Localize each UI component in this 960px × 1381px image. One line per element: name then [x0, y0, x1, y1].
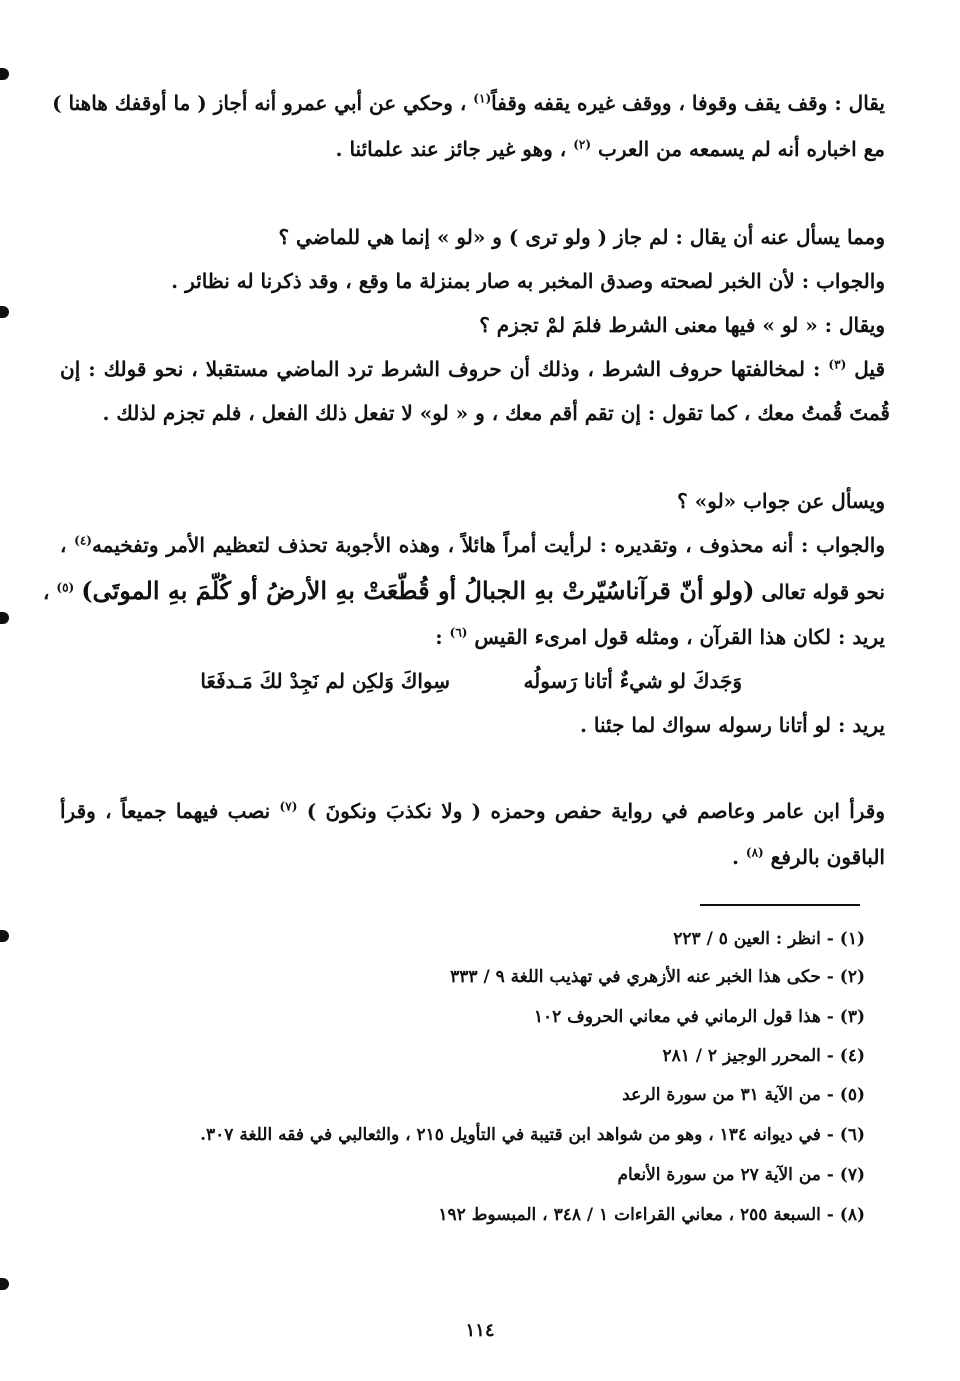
text-line: قُمتَ قُمتُ معك ، كما تقول : إن تقم أقم معك ، و « لو» لا تفعل ذلك الفعل ، فلم تجزم لذلك . — [102, 401, 890, 425]
poem-hemistich-right: وَجَدكَ لو شيءٌ أتانا رَسولُه — [523, 669, 742, 693]
text-line: يريد : لو أتانا رسوله سواك لما جئنا . — [580, 713, 885, 737]
margin-mark — [0, 306, 9, 318]
footnote-ref: (٤) — [74, 533, 92, 548]
text-line: قيل $^{(٣)}$ : لمخالفتها حروف الشرط ، وذلك أن حروف الشرط ترد الماضي مستقبلا ، نحو قولك : إن — [60, 357, 886, 381]
footnote: (٤) - المحرر الوجيز ٢ / ٢٨١ — [662, 1046, 865, 1066]
margin-mark — [0, 68, 9, 80]
text-line: والجواب : أنه محذوف ، وتقديره : لرأيت أمراً هائلاً ، وهذه الأجوبة تحذف لتعظيم الأمر وتفخيمه$^{(٤)}$ ، — [60, 533, 885, 557]
footnote-ref: (٦) — [449, 625, 468, 640]
text-line: الباقون بالرفع $^{(٨)}$ . — [731, 845, 885, 869]
footnote: (٨) - السبعة ٢٥٥ ، معاني القراءات ١ / ٣٤٨ ، المبسوط ١٩٢ — [438, 1205, 865, 1225]
text-line: والجواب : لأن الخبر لصحته وصدق المخبر به صار بمنزلة ما وقع ، وقد ذكرنا له نظائر . — [171, 269, 885, 293]
margin-mark — [0, 1278, 9, 1290]
quran-verse: (ولو أنّ قرآناسُيّرتْ بهِ الجبالُ أو قُطّعَتْ بهِ الأرضُ أو كُلّمَ بهِ الموتَى) — [81, 576, 755, 605]
poem-hemistich-left: سِواكَ وَلكِن لم نَجِدْ لكَ مَـدفَعَا — [200, 669, 450, 693]
footnote-ref: (٨) — [745, 845, 764, 860]
text-line: وقرأ ابن عامر وعاصم في رواية حفص وحمزه ( ولا نكذبَ ونكونَ ) $^{(٧)}$ نصب فيهما جميعاً ، وقرأ — [60, 799, 885, 823]
page-number: ١١٤ — [465, 1320, 495, 1341]
footnote-ref: (٧) — [279, 799, 298, 814]
footnote-ref: (٢) — [573, 137, 592, 152]
footnote: (٢) - حكى هذا الخبر عنه الأزهري في تهذيب اللغة ٩ / ٣٣٣ — [450, 967, 865, 987]
margin-mark — [0, 930, 9, 942]
text-line: ويسأل عن جواب «لو» ؟ — [677, 489, 885, 513]
footnote: (١) - انظر : العين ٥ / ٢٢٣ — [673, 929, 865, 949]
footnote-ref: (١) — [473, 91, 492, 106]
text-line: يقال : وقف يقف وقوفا ، ووقف غيره يقفه وقفاً$^{(١)}$ ، وحكي عن أبي عمرو أنه أجاز ( ما أوقفك هاهنا ) — [52, 91, 885, 115]
text-line: ويقال : « لو » فيها معنى الشرط فلمَ لمْ تجزم ؟ — [479, 313, 885, 337]
text-line: ومما يسأل عنه أن يقال : لم جاز ( ولو ترى ) و «لو » إنما هي للماضي ؟ — [278, 225, 885, 249]
footnote: (٥) - من الآية ٣١ من سورة الرعد — [622, 1085, 865, 1105]
footnote-ref: (٥) — [56, 580, 75, 595]
footnote-ref: (٣) — [828, 357, 847, 372]
footnote-separator — [700, 904, 860, 906]
text-line: نحو قوله تعالى (ولو أنّ قرآناسُيّرتْ بهِ الجبالُ أو قُطّعَتْ بهِ الأرضُ أو كُلّمَ بهِ الموتَى) $^{(٥)}$ ، — [42, 576, 885, 605]
margin-mark — [0, 612, 9, 624]
text-line: يريد : لكان هذا القرآن ، ومثله قول امرىء القيس $^{(٦)}$ : — [435, 625, 885, 649]
footnote: (٦) - في ديوانه ١٣٤ ، وهو من شواهد ابن قتيبة في التأويل ٢١٥ ، والثعالبي في فقه اللغة ٣٠٧. — [200, 1125, 865, 1145]
text-line: مع اخباره أنه لم يسمعه من العرب $^{(٢)}$ ، وهو غير جائز عند علمائنا . — [335, 137, 885, 161]
footnote: (٧) - من الآية ٢٧ من سورة الأنعام — [617, 1165, 865, 1185]
footnote: (٣) - هذا قول الرماني في معاني الحروف ١٠٢ — [533, 1007, 865, 1027]
